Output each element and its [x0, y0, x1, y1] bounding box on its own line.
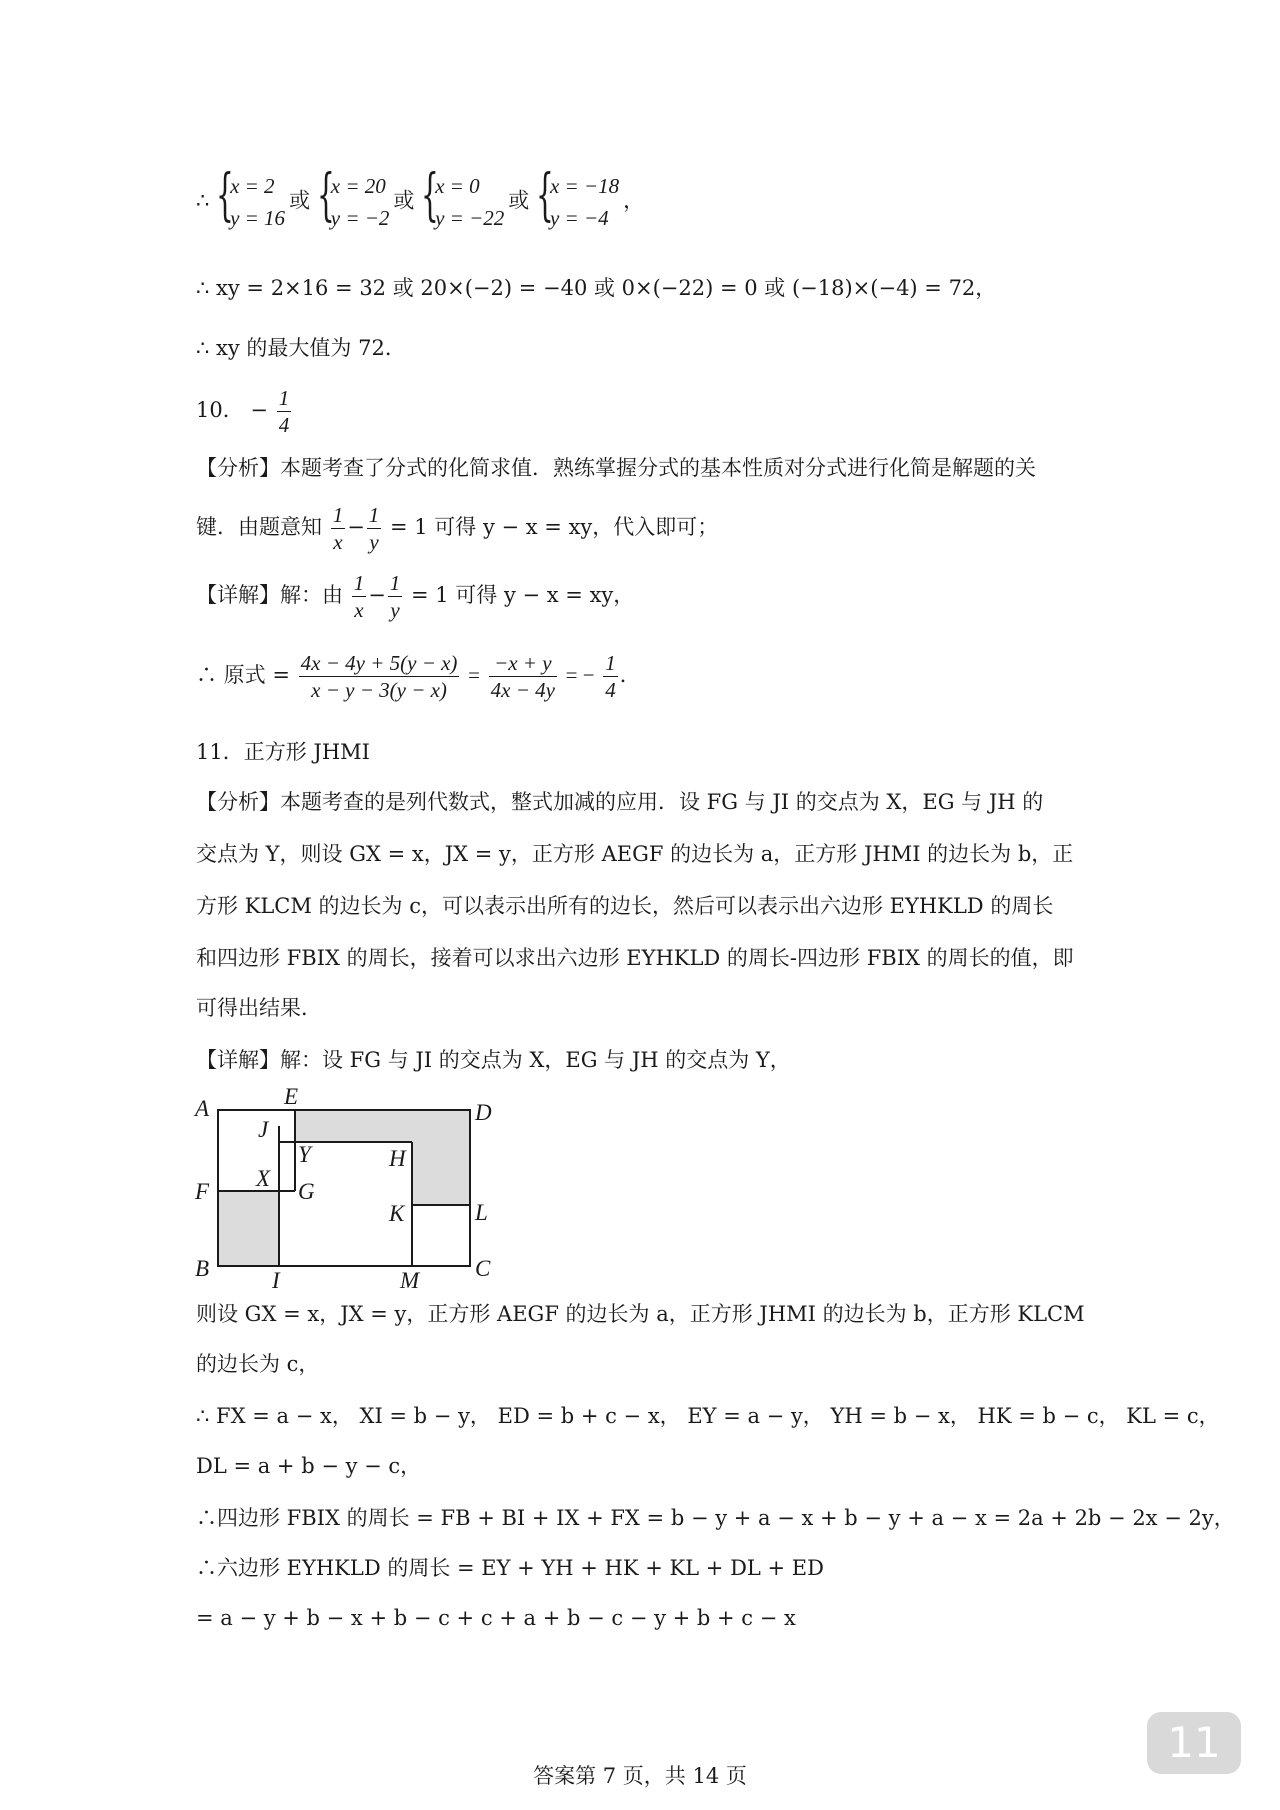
case-2: { x = 20 y = −2 [317, 170, 390, 234]
q10-analysis-2-lead: 键．由题意知 [196, 515, 322, 539]
case-3-x: x = 0 [435, 174, 480, 198]
case-4-y: y = −4 [549, 206, 609, 230]
shaded-bottom-left-region [218, 1191, 279, 1266]
xy-products: ∴ xy = 2×16 = 32 或 20×(−2) = −40 或 0×(−22) = 0 或 (−18)×(−4) = 72， [196, 276, 997, 300]
label-L: L [475, 1200, 488, 1225]
therefore-sign: ∴ [196, 188, 210, 213]
squares-figure [190, 1080, 520, 1290]
q10-detail [196, 570, 634, 623]
q11-analysis-line-4: 和四边形 FBIX 的周长，接着可以求出六边形 EYHKLD 的周长-四边形 FBIX 的周长的值，即 [196, 946, 1074, 970]
original-expression-label: ∴ 原式 = [196, 663, 290, 687]
or-1: 或 [289, 188, 311, 213]
original-fraction [299, 650, 460, 703]
label-H: H [389, 1146, 406, 1171]
label-A: A [195, 1096, 210, 1121]
case-3: { x = 0 y = −22 [421, 170, 504, 234]
q10-answer-numerator: 1 [278, 386, 290, 410]
case-2-y: y = −2 [330, 206, 390, 230]
label-M: M [400, 1268, 420, 1290]
frac-numerator: 1 [353, 571, 365, 595]
q11-hexagon-perimeter: ∴六边形 EYHKLD 的周长 = EY + YH + HK + KL + DL + ED [196, 1556, 824, 1580]
original-denominator: x − y − 3(y − x) [311, 678, 447, 702]
frac-denominator: y [390, 598, 400, 622]
case-2-x: x = 20 [330, 174, 386, 198]
q10-number: 10． [196, 398, 244, 422]
q10-answer-fraction [277, 385, 292, 438]
minus-sign: − [347, 515, 365, 539]
q11-let-line-2: 的边长为 c， [196, 1352, 320, 1376]
q10-minus: − [250, 398, 269, 422]
label-C: C [475, 1256, 491, 1281]
case-1: { x = 2 y = 16 [216, 170, 285, 234]
frac-numerator: 1 [389, 571, 401, 595]
frac-denominator: x [354, 598, 364, 622]
result-fraction [603, 650, 618, 703]
q11-analysis-line-3: 方形 KLCM 的边长为 c，可以表示出所有的边长，然后可以表示出六边形 EYHKLD 的周长 [196, 894, 1054, 918]
q11-analysis-line-5: 可得出结果． [196, 996, 322, 1020]
case-1-x: x = 2 [230, 174, 275, 198]
label-G: G [298, 1179, 315, 1204]
frac-1-over-x [331, 502, 346, 555]
q10-detail-lead: 【详解】解：由 [196, 583, 343, 607]
q11-title: 11．正方形 JHMI [196, 740, 370, 764]
q11-hexagon-expansion: = a − y + b − x + b − c + c + a + b − c − y + b + c − x [196, 1606, 796, 1630]
case-4-x: x = −18 [549, 174, 620, 198]
or-3: 或 [508, 188, 530, 213]
or-2: 或 [393, 188, 415, 213]
q10-analysis-line-1: 【分析】本题考查了分式的化简求值．熟练掌握分式的基本性质对分式进行化简是解题的关 [196, 456, 1036, 480]
minus-sign: − [368, 583, 386, 607]
q10-answer [196, 385, 293, 438]
label-B: B [195, 1256, 210, 1281]
original-numerator: 4x − 4y + 5(y − x) [300, 651, 458, 675]
label-F: F [195, 1179, 210, 1204]
q10-detail-tail: = 1 可得 y − x = xy， [410, 583, 635, 607]
q10-answer-denominator: 4 [278, 413, 290, 437]
q11-quadrilateral-perimeter: ∴四边形 FBIX 的周长 = FB + BI + IX + FX = b − y + a − x + b − y + a − x = 2a + 2b − 2x − 2y， [196, 1506, 1235, 1530]
label-Y: Y [298, 1142, 311, 1167]
frac-1-over-x [352, 570, 367, 623]
frac-denominator: x [333, 530, 343, 554]
frac-1-over-y [367, 502, 382, 555]
q11-analysis-line-2: 交点为 Y，则设 GX = x，JX = y，正方形 AEGF 的边长为 a，正方形 JHMI 的边长为 b，正 [196, 842, 1074, 866]
result-numerator: 1 [605, 651, 616, 675]
page-number-badge: 11 [1147, 1712, 1241, 1774]
xy-max: ∴ xy 的最大值为 72． [196, 336, 406, 360]
label-I: I [272, 1268, 280, 1290]
simplified-fraction [489, 650, 557, 703]
q11-sides-line-2: DL = a + b − y − c， [196, 1454, 422, 1478]
label-J: J [258, 1117, 269, 1142]
q11-analysis-line-1: 【分析】本题考查的是列代数式，整式加减的应用．设 FG 与 JI 的交点为 X，EG 与 JH 的 [196, 790, 1044, 814]
label-E: E [284, 1084, 299, 1109]
q11-let-line-1: 则设 GX = x，JX = y，正方形 AEGF 的边长为 a，正方形 JHMI 的边长为 b，正方形 KLCM [196, 1302, 1085, 1326]
page-footer: 答案第 7 页，共 14 页 [533, 1764, 747, 1788]
q10-simplification: ∴ 原式 = $\frac{4x - 4y + 5(y - x)}{x - y - 3(y - x)}$ = $\frac{-x + y}{4x - 4y}$ = − $\frac{1}{4}$ ． [196, 651, 641, 702]
case-3-y: y = −22 [435, 206, 505, 230]
simplified-denominator: 4x − 4y [490, 678, 555, 702]
simplified-numerator: −x + y [489, 650, 557, 677]
case-1-y: y = 16 [230, 206, 286, 230]
frac-1-over-y [388, 570, 403, 623]
result-denominator: 4 [605, 678, 616, 702]
shaded-top-right-region [295, 1110, 470, 1205]
q11-detail-line-1: 【详解】解：设 FG 与 JI 的交点为 X，EG 与 JH 的交点为 Y， [196, 1048, 791, 1072]
frac-numerator: 1 [368, 503, 380, 527]
frac-denominator: y [369, 530, 379, 554]
case-4: { x = −18 y = −4 [536, 170, 619, 234]
label-K: K [389, 1201, 405, 1226]
system-comma: ， [623, 188, 645, 213]
q10-analysis-2-tail: = 1 可得 y − x = xy，代入即可； [389, 515, 719, 539]
solution-systems [196, 163, 645, 234]
q11-sides-line-1: ∴ FX = a − x， XI = b − y， ED = b + c − x， EY = a − y， YH = b − x， HK = b − c， KL = c， [196, 1404, 1220, 1428]
label-X: X [256, 1166, 271, 1191]
q10-analysis-line-2 [196, 502, 718, 555]
frac-numerator: 1 [332, 503, 344, 527]
label-D: D [475, 1100, 492, 1125]
